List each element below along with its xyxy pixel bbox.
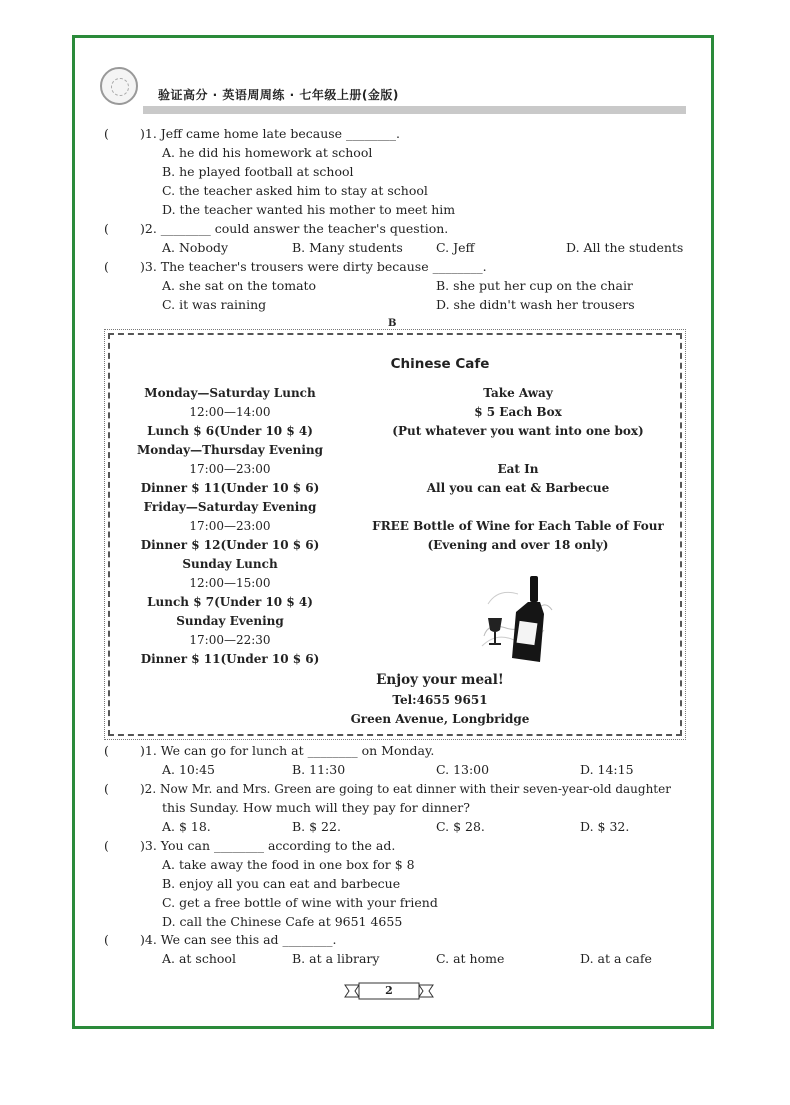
- question-stem: )4. We can see this ad ________.: [140, 932, 337, 947]
- answer-paren: (: [104, 126, 109, 141]
- option-d: D. at a cafe: [580, 951, 652, 966]
- option-b: B. 11:30: [292, 762, 346, 777]
- phone-number: Tel:4655 9651: [392, 693, 488, 707]
- option-d: D. $ 32.: [580, 819, 630, 834]
- question-stem: )2. ________ could answer the teacher's question.: [140, 221, 449, 236]
- take-away-note: (Put whatever you want into one box): [392, 424, 644, 438]
- question-stem-continued: this Sunday. How much will they pay for dinner?: [162, 800, 470, 815]
- take-away-price: $ 5 Each Box: [474, 405, 562, 419]
- option-d: D. 14:15: [580, 762, 634, 777]
- option-a: A. he did his homework at school: [162, 145, 373, 160]
- option-c: C. it was raining: [162, 297, 267, 312]
- option-d: D. call the Chinese Cafe at 9651 4655: [162, 914, 403, 929]
- option-d: D. she didn't wash her trousers: [436, 297, 635, 312]
- option-a: A. 10:45: [162, 762, 215, 777]
- option-d: D. the teacher wanted his mother to meet him: [162, 202, 456, 217]
- option-b: B. she put her cup on the chair: [436, 278, 633, 293]
- option-a: A. Nobody: [162, 240, 229, 255]
- schedule-time: 12:00—15:00: [189, 576, 271, 590]
- option-d: D. All the students: [566, 240, 684, 255]
- schedule-time: 12:00—14:00: [189, 405, 271, 419]
- answer-paren: (: [104, 781, 109, 796]
- free-wine-note: (Evening and over 18 only): [427, 538, 609, 552]
- answer-paren: (: [104, 743, 109, 758]
- schedule-time: 17:00—22:30: [189, 633, 271, 647]
- schedule-price: Dinner $ 11(Under 10 $ 6): [140, 481, 320, 495]
- option-b: B. enjoy all you can eat and barbecue: [162, 876, 401, 891]
- schedule-price: Dinner $ 11(Under 10 $ 6): [140, 652, 320, 666]
- answer-paren: (: [104, 259, 109, 274]
- free-wine-offer: FREE Bottle of Wine for Each Table of Four: [372, 519, 664, 533]
- option-b: B. $ 22.: [292, 819, 341, 834]
- header-title: 验证高分 · 英语周周练 · 七年级上册(金版): [158, 88, 399, 102]
- option-c: C. the teacher asked him to stay at school: [162, 183, 428, 198]
- question-stem: )1. We can go for lunch at ________ on Monday.: [140, 743, 435, 758]
- schedule-day: Friday—Saturday Evening: [143, 500, 317, 514]
- school-seal-icon: [100, 67, 138, 105]
- question-stem: )1. Jeff came home late because ________.: [140, 126, 401, 141]
- schedule-day: Monday—Thursday Evening: [136, 443, 324, 457]
- wine-bottle-icon: [478, 574, 558, 666]
- option-a: A. she sat on the tomato: [162, 278, 317, 293]
- eat-in-heading: Eat In: [497, 462, 539, 476]
- option-c: C. at home: [436, 951, 505, 966]
- schedule-day: Sunday Lunch: [182, 557, 278, 571]
- schedule-price: Dinner $ 12(Under 10 $ 6): [140, 538, 320, 552]
- question-stem: )3. You can ________ according to the ad.: [140, 838, 396, 853]
- option-b: B. Many students: [292, 240, 403, 255]
- ad-title: Chinese Cafe: [390, 356, 490, 372]
- schedule-price: Lunch $ 7(Under 10 $ 4): [147, 595, 313, 609]
- page-number: 2: [385, 984, 393, 997]
- answer-paren: (: [104, 932, 109, 947]
- schedule-time: 17:00—23:00: [189, 519, 271, 533]
- eat-in-offer: All you can eat & Barbecue: [426, 481, 610, 495]
- option-a: A. $ 18.: [162, 819, 211, 834]
- header-bar: [143, 106, 686, 114]
- take-away-heading: Take Away: [483, 386, 553, 400]
- option-c: C. 13:00: [436, 762, 490, 777]
- question-stem: )3. The teacher's trousers were dirty because ________.: [140, 259, 487, 274]
- option-c: C. $ 28.: [436, 819, 485, 834]
- option-c: C. Jeff: [436, 240, 475, 255]
- schedule-day: Monday—Saturday Lunch: [144, 386, 316, 400]
- answer-paren: (: [104, 221, 109, 236]
- address: Green Avenue, Longbridge: [350, 712, 530, 726]
- answer-paren: (: [104, 838, 109, 853]
- enjoy-meal: Enjoy your meal!: [376, 672, 504, 688]
- option-a: A. take away the food in one box for $ 8: [162, 857, 415, 872]
- option-b: B. he played football at school: [162, 164, 354, 179]
- option-a: A. at school: [162, 951, 236, 966]
- schedule-price: Lunch $ 6(Under 10 $ 4): [147, 424, 313, 438]
- schedule-time: 17:00—23:00: [189, 462, 271, 476]
- section-label: B: [388, 318, 397, 329]
- option-b: B. at a library: [292, 951, 380, 966]
- schedule-day: Sunday Evening: [176, 614, 284, 628]
- question-stem: )2. Now Mr. and Mrs. Green are going to eat dinner with their seven-year-old daughter: [140, 782, 671, 796]
- option-c: C. get a free bottle of wine with your friend: [162, 895, 438, 910]
